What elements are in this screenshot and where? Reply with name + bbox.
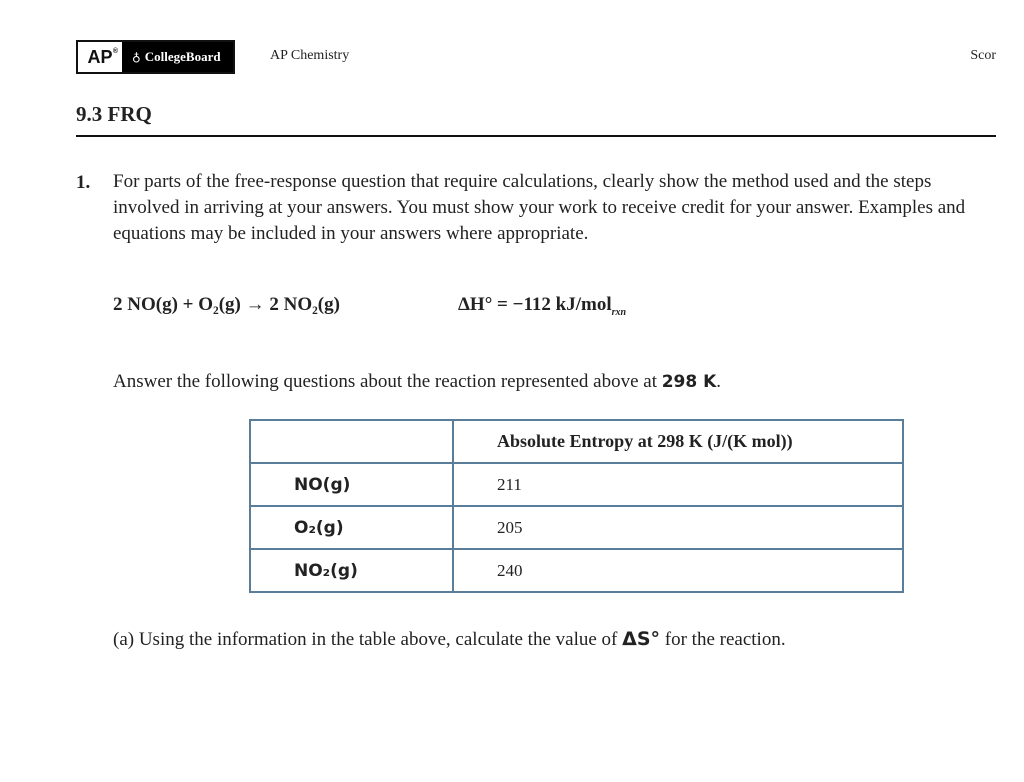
entropy-value-cell: 211: [453, 463, 903, 506]
species-cell: O₂(g): [250, 506, 453, 549]
question-number: 1.: [76, 172, 91, 193]
course-name: AP Chemistry: [270, 48, 350, 63]
table-row: [250, 549, 903, 592]
question-prompt: Answer the following questions about the reaction represented above at 298 K.: [113, 371, 722, 392]
table-row: [250, 506, 903, 549]
reaction-equation: 2 NO(g) + O₂(g) → 2 NO₂(g): [113, 294, 340, 315]
table-corner-cell: [250, 420, 453, 463]
ap-logo: AP ®: [78, 42, 122, 72]
collegeboard-logo: ♁ CollegeBoard: [122, 42, 233, 72]
table-column-header: Absolute Entropy at 298 K (J/(K mol)): [453, 420, 903, 463]
score-label: Scor: [970, 48, 996, 63]
species-cell: NO(g): [250, 463, 453, 506]
species-cell: NO₂(g): [250, 549, 453, 592]
entropy-value-cell: 205: [453, 506, 903, 549]
entropy-table: [249, 419, 904, 593]
entropy-value-cell: 240: [453, 549, 903, 592]
ap-collegeboard-logo: [76, 40, 235, 74]
section-title: 9.3 FRQ: [76, 102, 152, 126]
part-a-question: (a) Using the information in the table above, calculate the value of ΔS° for the reaction.: [113, 628, 786, 650]
acorn-icon: ♁: [132, 49, 141, 64]
header-divider: [76, 135, 996, 137]
table-header-row: [250, 420, 903, 463]
question-instructions: For parts of the free-response question that require calculations, clearly show the method used and the steps involved in arriving at your answers. You must show your work to receive credit for your answer. Examples and equations may be included in your answers where appropriate.: [113, 171, 966, 244]
reaction-enthalpy: ΔH° = −112 kJ/mol$_{rxn}$: [458, 294, 627, 318]
table-row: [250, 463, 903, 506]
